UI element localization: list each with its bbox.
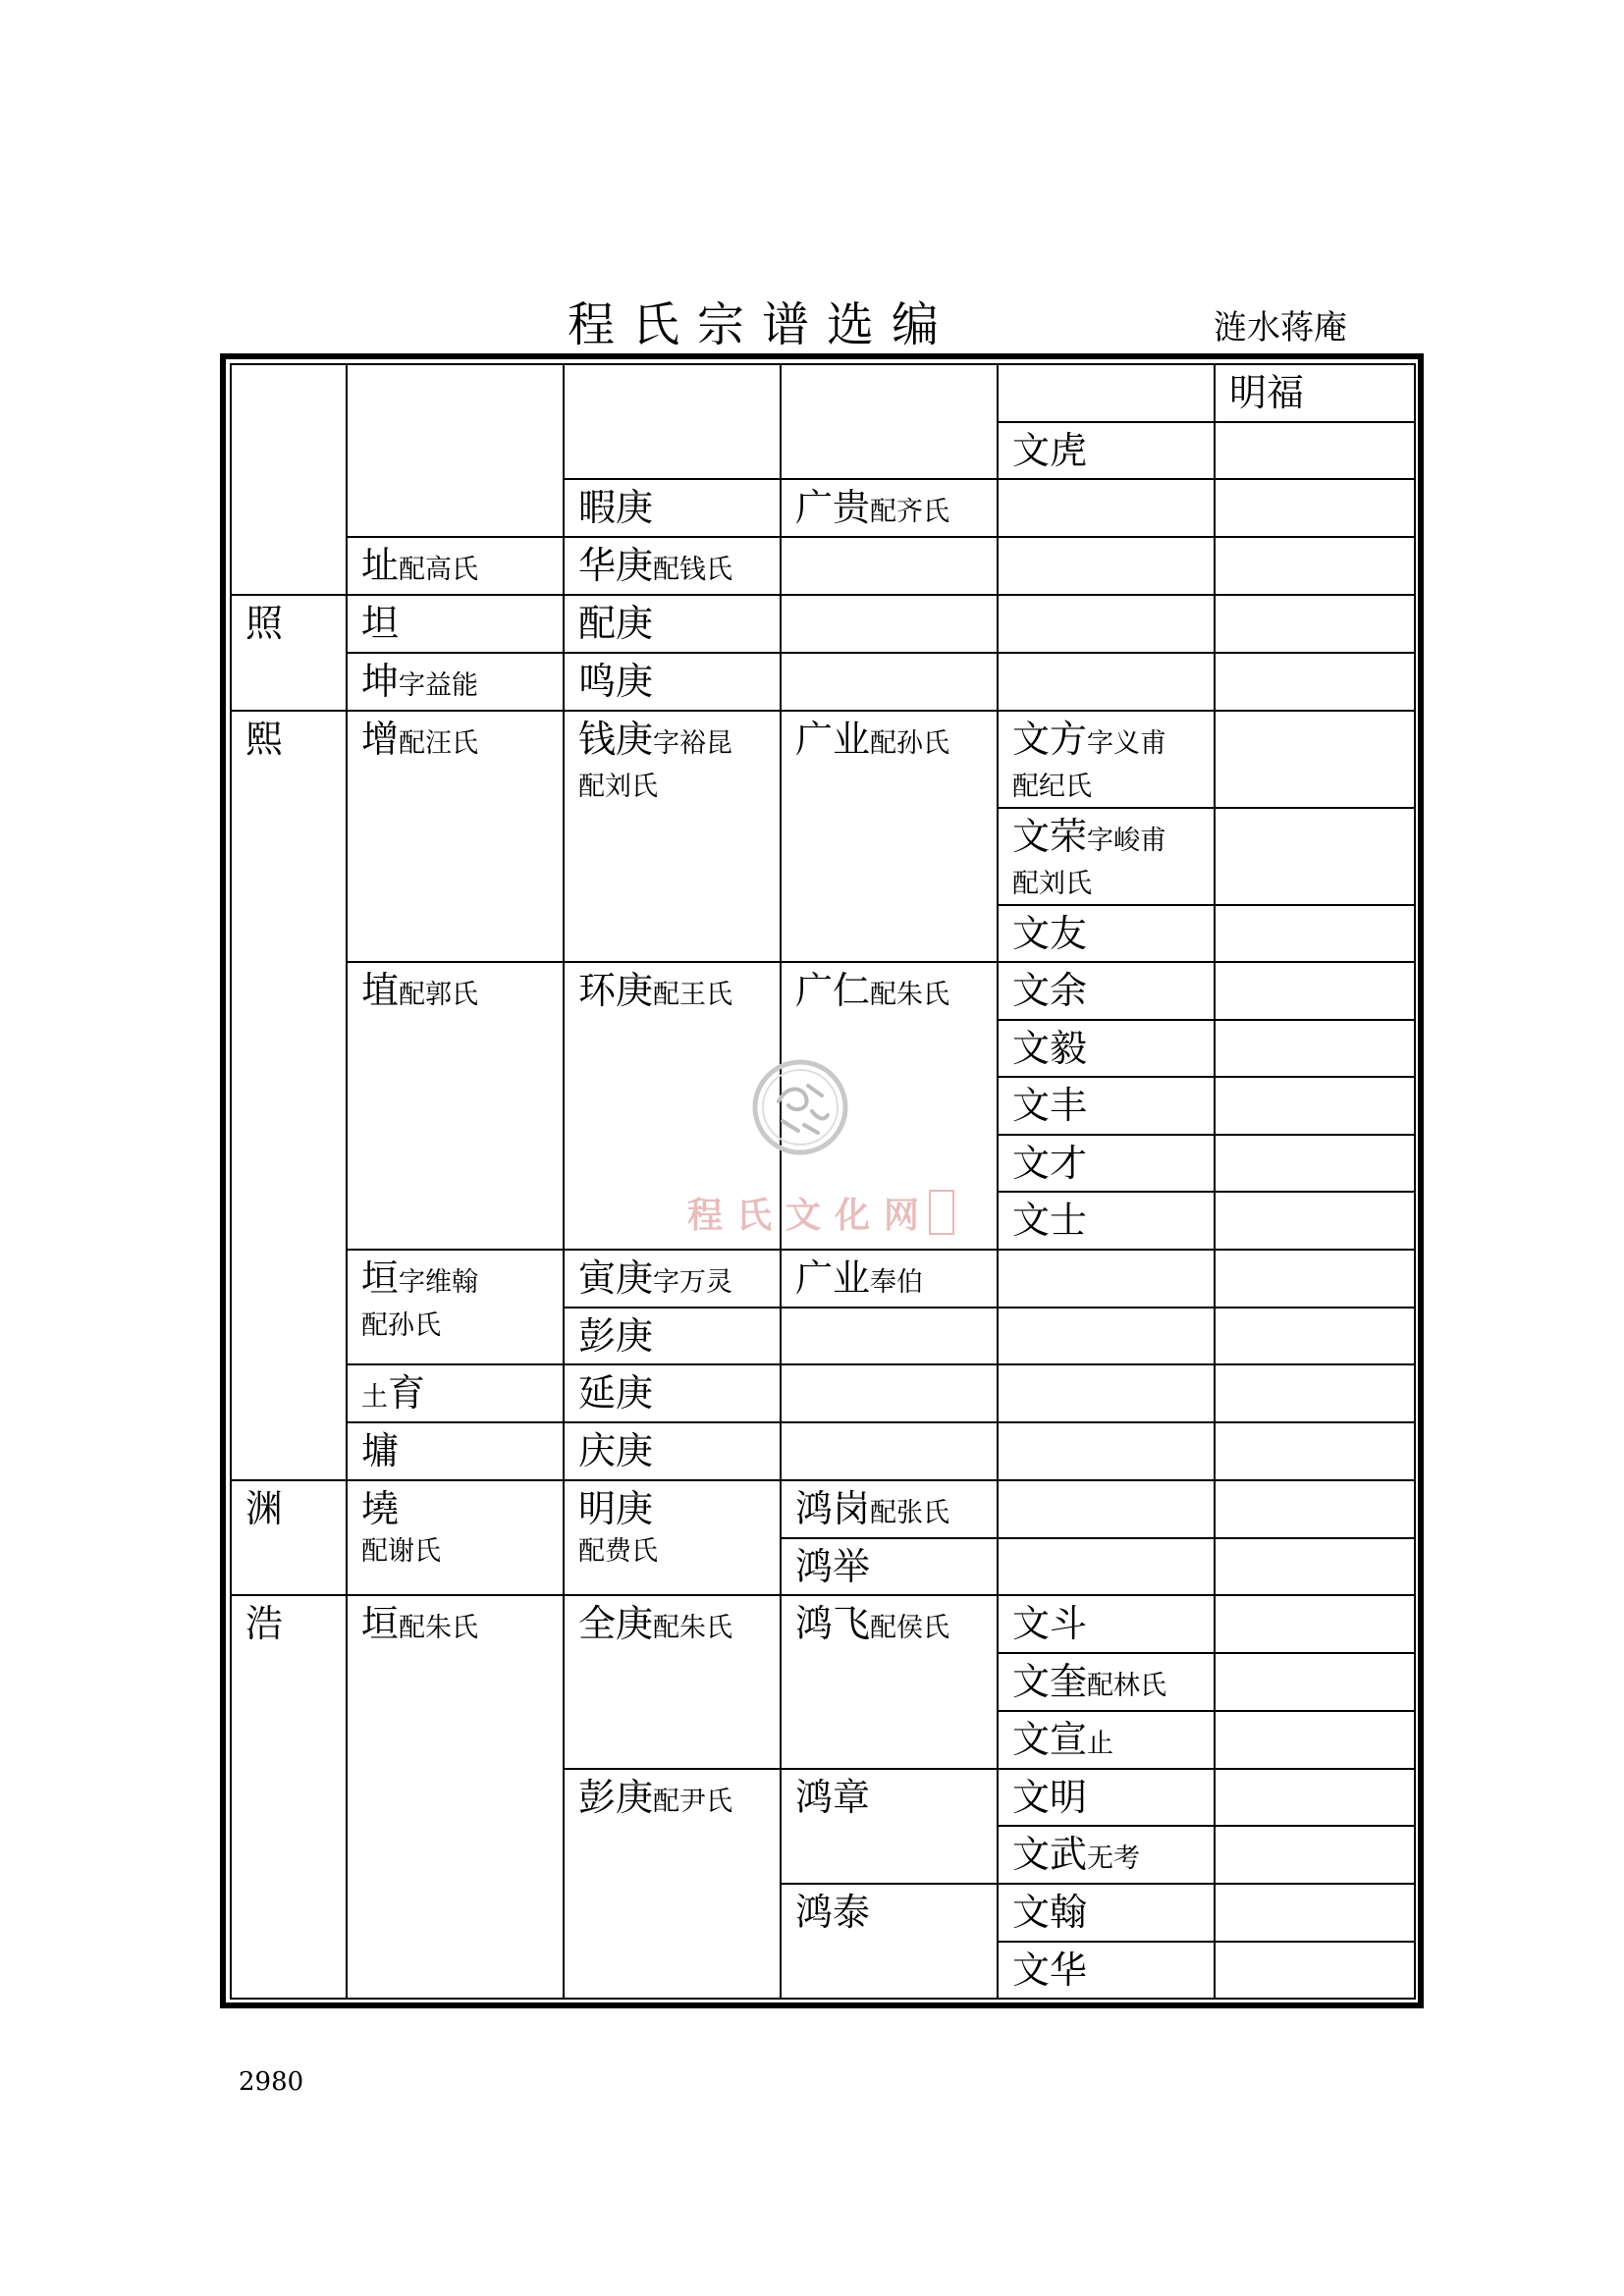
gen-cell — [998, 808, 1215, 905]
gen-cell — [564, 1769, 781, 2000]
gen-cell — [347, 1364, 564, 1422]
person-note: 配朱氏 — [870, 980, 950, 1010]
gen-cell — [1215, 1769, 1415, 1827]
gen-cell — [1215, 1250, 1415, 1308]
gen-cell — [1215, 1538, 1415, 1596]
gen-cell — [998, 1826, 1215, 1884]
person-note: 配齐氏 — [870, 497, 950, 527]
person-name: 广业 — [795, 1255, 871, 1300]
page-number: 2980 — [239, 2067, 304, 2097]
gen-cell — [231, 711, 347, 1480]
person-name: 坦 — [361, 602, 400, 645]
person-name: 鸿泰 — [795, 1891, 871, 1934]
gen-cell — [564, 1250, 781, 1308]
gen-cell — [231, 364, 347, 595]
gen-cell — [998, 364, 1215, 422]
person-name: 垣 — [361, 1602, 400, 1645]
gen-cell — [998, 962, 1215, 1020]
person-note: 配王氏 — [653, 980, 733, 1010]
person-name: 彭庚 — [578, 1775, 654, 1819]
gen-cell — [781, 1884, 998, 1999]
gen-cell — [347, 364, 564, 537]
table-row — [231, 1595, 1415, 1653]
gen-cell — [998, 1653, 1215, 1711]
person-note: 配孙氏 — [361, 1309, 441, 1341]
gen-cell — [564, 1595, 781, 1769]
table-row — [231, 1250, 1415, 1308]
gen-cell — [564, 1480, 781, 1596]
person-name: 钱庚 — [578, 717, 654, 761]
gen-cell — [347, 1480, 564, 1596]
gen-cell — [1215, 364, 1415, 422]
person-name: 文宣 — [1012, 1717, 1088, 1761]
person-note: 配汪氏 — [399, 727, 479, 759]
person-name: 文武 — [1012, 1833, 1088, 1876]
person-note: 配纪氏 — [1012, 771, 1092, 802]
gen-cell — [998, 537, 1215, 595]
gen-cell — [564, 595, 781, 653]
person-name: 华庚 — [578, 544, 654, 587]
gen-cell — [1215, 537, 1415, 595]
gen-cell — [998, 1884, 1215, 1942]
gen-cell — [781, 537, 998, 595]
gen-cell — [1215, 595, 1415, 653]
person-name: 明庚 — [578, 1486, 654, 1530]
person-name: 坤 — [361, 659, 400, 703]
gen-cell — [347, 595, 564, 653]
gen-cell — [1215, 1711, 1415, 1769]
gen-cell — [1215, 808, 1415, 905]
person-note: 配刘氏 — [1012, 868, 1092, 899]
gen-cell — [347, 1422, 564, 1480]
gen-cell — [1215, 1826, 1415, 1884]
person-note: 配孙氏 — [870, 727, 950, 759]
gen-cell — [231, 1480, 347, 1596]
person-note: 字义甫 — [1087, 727, 1167, 759]
person-name: 文友 — [1012, 911, 1088, 955]
gen-cell — [781, 1595, 998, 1769]
person-name: 增 — [361, 717, 400, 761]
person-note: 配刘氏 — [578, 771, 658, 802]
gen-cell — [1215, 653, 1415, 711]
person-name: 文奎 — [1012, 1659, 1088, 1703]
gen-cell — [1215, 1308, 1415, 1365]
gen-cell — [998, 1308, 1215, 1365]
gen-cell — [781, 653, 998, 711]
person-name: 文士 — [1012, 1199, 1088, 1242]
person-note: 止 — [1087, 1728, 1114, 1759]
gen-cell — [998, 1135, 1215, 1193]
table-row — [231, 1480, 1415, 1538]
generation-char: 熙 — [245, 717, 284, 761]
person-note: 配侯氏 — [870, 1613, 950, 1643]
table-row — [231, 1422, 1415, 1480]
gen-cell — [1215, 1884, 1415, 1942]
person-name: 育 — [388, 1371, 426, 1415]
person-name: 文才 — [1012, 1141, 1088, 1185]
person-name: 鸿章 — [795, 1775, 871, 1819]
person-name: 配庚 — [578, 602, 654, 645]
gen-cell — [998, 711, 1215, 808]
person-note: 配谢氏 — [361, 1535, 441, 1567]
person-note: 配林氏 — [1087, 1670, 1167, 1701]
gen-cell — [998, 1364, 1215, 1422]
gen-cell — [781, 1422, 998, 1480]
gen-cell — [1215, 1077, 1415, 1135]
gen-cell — [781, 711, 998, 963]
person-note: 配高氏 — [399, 555, 479, 585]
person-name-radical: 土 — [361, 1382, 388, 1413]
gen-cell — [998, 1422, 1215, 1480]
gen-cell — [998, 905, 1215, 963]
person-name: 鸿飞 — [795, 1602, 871, 1645]
gen-cell — [1215, 1364, 1415, 1422]
gen-cell — [998, 1077, 1215, 1135]
gen-cell — [564, 537, 781, 595]
person-note: 配朱氏 — [653, 1613, 733, 1643]
gen-cell — [564, 1308, 781, 1365]
gen-cell — [998, 1250, 1215, 1308]
person-note: 配尹氏 — [653, 1786, 733, 1817]
gen-cell — [998, 1192, 1215, 1250]
person-note: 配郭氏 — [399, 980, 479, 1010]
person-note: 字裕昆 — [653, 727, 733, 759]
person-name: 延庚 — [578, 1371, 654, 1415]
person-name: 文荣 — [1012, 814, 1088, 858]
person-name: 广仁 — [795, 969, 871, 1012]
gen-cell — [781, 1308, 998, 1365]
gen-cell — [998, 1942, 1215, 2000]
table-row — [231, 595, 1415, 653]
gen-cell — [1215, 1422, 1415, 1480]
person-note: 配朱氏 — [399, 1613, 479, 1643]
person-note: 无考 — [1087, 1843, 1141, 1874]
gen-cell — [347, 962, 564, 1250]
table-row — [231, 537, 1415, 595]
gen-cell — [998, 1711, 1215, 1769]
person-name: 寅庚 — [578, 1255, 654, 1300]
person-name: 垣 — [361, 1255, 400, 1300]
page-subtitle: 涟水蒋庵 — [1214, 308, 1347, 347]
gen-cell — [781, 479, 998, 537]
person-note: 字益能 — [399, 669, 479, 701]
person-name: 鸣庚 — [578, 659, 654, 703]
generation-char: 照 — [245, 602, 284, 645]
gen-cell — [1215, 905, 1415, 963]
gen-cell — [998, 479, 1215, 537]
genealogy-table — [230, 363, 1416, 2000]
gen-cell — [998, 422, 1215, 480]
person-name: 鸿举 — [795, 1544, 871, 1588]
person-note: 字维翰 — [399, 1266, 479, 1298]
watermark-text: 程氏文化网 — [687, 1195, 934, 1236]
generation-char: 浩 — [245, 1602, 284, 1645]
person-name: 广贵 — [795, 486, 871, 529]
table-row — [231, 962, 1415, 1020]
gen-cell — [347, 537, 564, 595]
person-name: 埴 — [361, 969, 400, 1012]
gen-cell — [347, 653, 564, 711]
gen-cell — [564, 711, 781, 963]
person-name: 彭庚 — [578, 1313, 654, 1358]
gen-cell — [781, 1538, 998, 1596]
gen-cell — [564, 479, 781, 537]
page-title: 程氏宗谱选编 — [568, 297, 957, 352]
person-note: 奉伯 — [870, 1266, 924, 1298]
person-note: 配张氏 — [870, 1497, 950, 1528]
person-name: 全庚 — [578, 1602, 654, 1645]
person-note: 配钱氏 — [653, 555, 733, 585]
person-name: 广业 — [795, 717, 871, 761]
person-name: 文斗 — [1012, 1602, 1088, 1645]
gen-cell — [781, 1364, 998, 1422]
gen-cell — [1215, 1595, 1415, 1653]
gen-cell — [781, 595, 998, 653]
gen-cell — [347, 1595, 564, 1999]
gen-cell — [1215, 1653, 1415, 1711]
person-note: 字万灵 — [653, 1266, 733, 1298]
table-row — [231, 711, 1415, 808]
gen-cell — [998, 1595, 1215, 1653]
person-name: 文余 — [1012, 969, 1088, 1012]
gen-cell — [998, 1480, 1215, 1538]
table-row — [231, 364, 1415, 422]
gen-cell — [998, 653, 1215, 711]
gen-cell — [1215, 711, 1415, 808]
gen-cell — [1215, 1192, 1415, 1250]
gen-cell — [1215, 422, 1415, 480]
gen-cell — [347, 1250, 564, 1365]
gen-cell — [564, 364, 781, 479]
gen-cell — [1215, 479, 1415, 537]
gen-cell — [1215, 1020, 1415, 1078]
person-note: 配费氏 — [578, 1535, 658, 1567]
person-name: 址 — [361, 544, 400, 587]
person-name: 明福 — [1229, 371, 1305, 414]
gen-cell — [347, 711, 564, 963]
gen-cell — [781, 1769, 998, 1885]
gen-cell — [781, 1250, 998, 1308]
person-name: 文毅 — [1012, 1026, 1088, 1070]
person-name: 墝 — [361, 1486, 400, 1530]
person-name: 文翰 — [1012, 1891, 1088, 1934]
gen-cell — [1215, 1135, 1415, 1193]
gen-cell — [1215, 1942, 1415, 2000]
watermark-stamp-icon — [929, 1190, 954, 1235]
person-name: 文明 — [1012, 1775, 1088, 1819]
gen-cell — [781, 1480, 998, 1538]
gen-cell — [998, 1538, 1215, 1596]
person-note: 字峻甫 — [1087, 825, 1167, 856]
watermark-seal-icon — [749, 1056, 851, 1158]
gen-cell — [1215, 962, 1415, 1020]
gen-cell — [1215, 1480, 1415, 1538]
gen-cell — [564, 653, 781, 711]
gen-cell — [564, 1364, 781, 1422]
gen-cell — [231, 595, 347, 711]
person-name: 暇庚 — [578, 486, 654, 529]
gen-cell — [998, 595, 1215, 653]
generation-char: 渊 — [245, 1486, 284, 1530]
gen-cell — [998, 1020, 1215, 1078]
gen-cell — [231, 1595, 347, 1999]
person-name: 文方 — [1012, 717, 1088, 761]
person-name: 环庚 — [578, 969, 654, 1012]
gen-cell — [781, 364, 998, 479]
gen-cell — [998, 1769, 1215, 1827]
person-name: 鸿岗 — [795, 1486, 871, 1530]
person-name: 文虎 — [1012, 428, 1088, 472]
person-name: 庆庚 — [578, 1429, 654, 1472]
person-name: 文丰 — [1012, 1084, 1088, 1127]
person-name: 文华 — [1012, 1948, 1088, 1992]
person-name: 墉 — [361, 1429, 400, 1472]
table-row — [231, 1364, 1415, 1422]
table-row — [231, 653, 1415, 711]
gen-cell — [564, 1422, 781, 1480]
